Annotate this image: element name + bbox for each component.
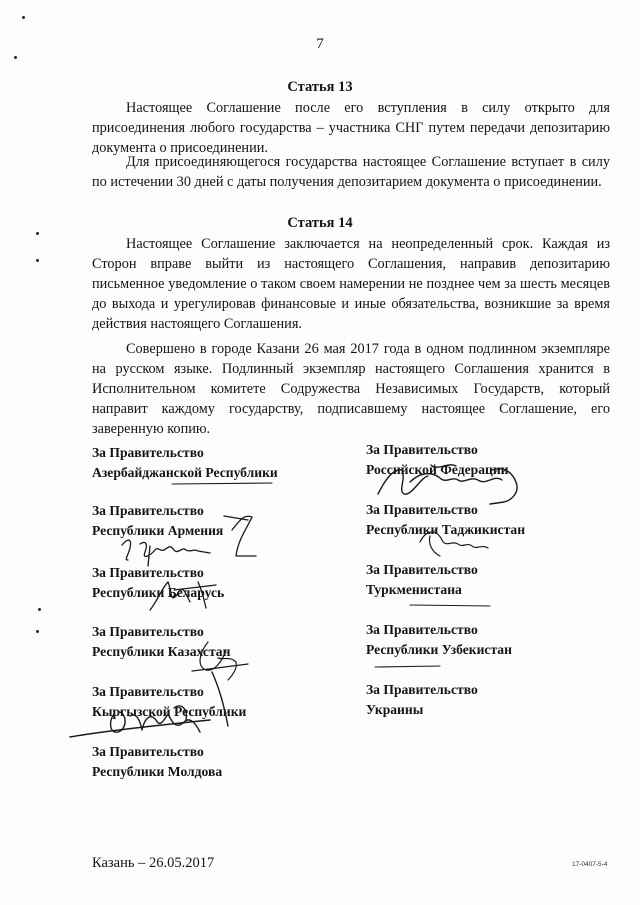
signatory-label: За Правительство (92, 624, 204, 639)
signatory-uzbekistan (366, 620, 512, 660)
signatory-kyrgyzstan (92, 682, 246, 722)
signatory-country: Республики Таджикистан (366, 522, 526, 537)
signatory-azerbaijan (92, 443, 278, 483)
scan-speck (36, 232, 39, 235)
signatory-label: За Правительство (366, 442, 478, 457)
article-13-heading: Статья 13 (287, 79, 353, 95)
signatory-country: Азербайджанской Республики (92, 465, 278, 480)
article-14-heading: Статья 14 (287, 215, 353, 231)
signatory-belarus (92, 563, 224, 603)
blank-signature-line (410, 605, 490, 606)
scan-speck (36, 630, 39, 633)
signatory-country: Республики Казахстан (92, 644, 231, 659)
signatory-label: За Правительство (92, 684, 204, 699)
signatory-ukraine (366, 680, 478, 720)
signatory-country: Республики Армения (92, 523, 224, 538)
footer-doc-code: 17-0407-5-4 (572, 861, 608, 868)
scan-speck (22, 16, 25, 19)
article-13-paragraph-2: Для присоединяющегося государства настоящее Соглашение вступает в силу по истечении 30 дней с даты получения депозитарием документа о присоединении. (92, 154, 610, 190)
article-14-paragraph-1: Настоящее Соглашение заключается на неопределенный срок. Каждая из Сторон вправе выйти из настоящего Соглашения, направив депозитарию письменное уведомление о таком своем намерении не позднее чем за шесть месяцев до выхода и урегулировав финансовые и иные обязательства, возникшие за время действия настоящего Соглашения. (92, 236, 610, 332)
blank-signature-line (375, 666, 440, 667)
signatory-country: Туркменистана (366, 582, 462, 597)
signatory-armenia (92, 501, 223, 541)
signatory-country: Республики Молдова (92, 764, 223, 779)
signatory-country: Республики Узбекистан (366, 642, 512, 657)
signatory-label: За Правительство (92, 565, 204, 580)
scan-speck (36, 259, 39, 262)
closing-paragraph: Совершено в городе Казани 26 мая 2017 года в одном подлинном экземпляре на русском языке. Подлинный экземпляр настоящего Соглашения хранится в Исполнительном комитете Содружества Независимых Государств, который направит каждому государству, подписавшему настоящее Соглашение, его заверенную копию. (92, 341, 610, 437)
signatory-country: Украины (366, 702, 424, 717)
signatory-label: За Правительство (366, 622, 478, 637)
signatory-country: Республики Беларусь (92, 585, 225, 600)
article-13-paragraph-1: Настоящее Соглашение после его вступления в силу открыто для присоединения любого государства – участника СНГ путем передачи депозитарию документа о присоединении. (92, 100, 610, 156)
scan-speck (14, 56, 17, 59)
blank-signature-line (172, 483, 272, 484)
signatory-label: За Правительство (92, 744, 204, 759)
signatory-label: За Правительство (366, 502, 478, 517)
signatory-turkmenistan (366, 560, 478, 600)
signatory-country: Кыргызской Республики (92, 704, 247, 719)
footer-place-date: Казань – 26.05.2017 (92, 855, 215, 871)
signatory-country: Российской Федерации (366, 462, 509, 477)
signatory-kazakhstan (92, 622, 230, 662)
signatory-label: За Правительство (92, 503, 204, 518)
signatory-russia (366, 440, 509, 480)
signatory-label: За Правительство (366, 682, 478, 697)
signatory-label: За Правительство (366, 562, 478, 577)
page-number: 7 (316, 36, 324, 52)
signatory-tajikistan (366, 500, 525, 540)
signatory-label: За Правительство (92, 445, 204, 460)
scan-speck (38, 608, 41, 611)
signatory-moldova (92, 742, 222, 782)
